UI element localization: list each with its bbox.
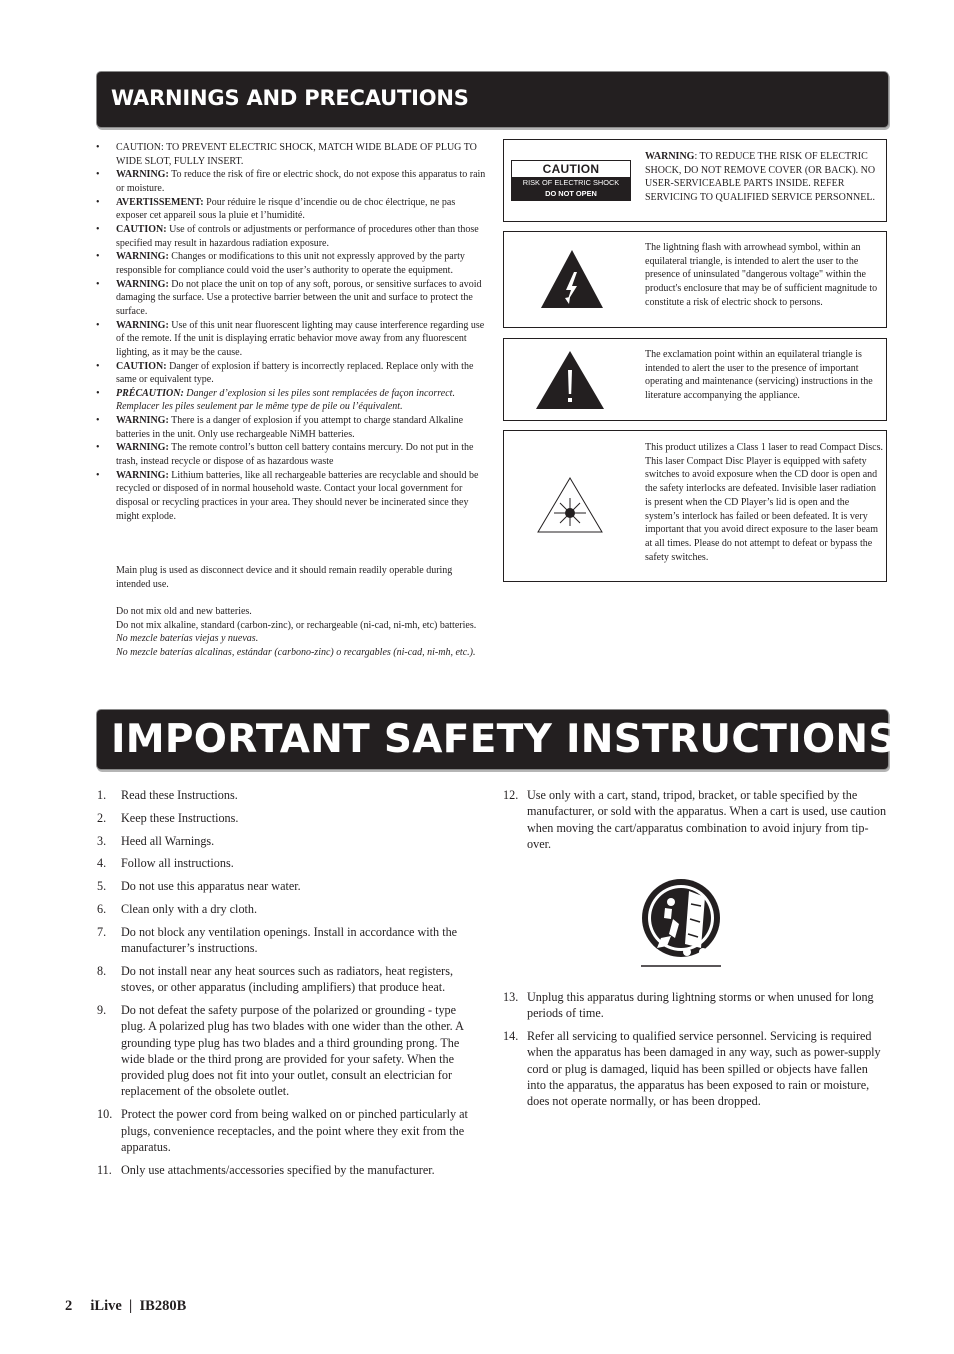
warning-lead: WARNING: [116,319,169,331]
footer-brand: iLive [90,1298,122,1314]
warning-body: CAUTION: TO PREVENT ELECTRIC SHOCK, MATCH WIDE BLADE OF PLUG TO WIDE SLOT, FULLY INSERT. [116,142,477,167]
warning-body: Do not place the unit on top of any soft, porous, or sensitive surfaces to avoid damaging the surface. Use a protective barrier between the unit and surface to protect the surface. [116,278,482,317]
warning-item [96,360,488,387]
instruction-text: Do not install near any heat sources such as radiators, heat registers, stoves, or other apparatus (including amplifiers) that produce heat. [121,963,454,995]
instruction-item [97,924,479,957]
warning-item [96,319,488,360]
warning-text [116,223,488,250]
main-plug-note: Main plug is used as disconnect device and it should remain readily operable during intended use. [116,565,453,590]
laser-warning-icon [536,476,604,534]
instruction-item [97,963,479,996]
warning-body: There is a danger of explosion if you attempt to charge standard Alkaline batteries in the unit. Only use rechargeable NiMH batteries. [116,415,464,440]
lightning-symbol-text: The lightning flash with arrowhead symbol, within an equilateral triangle, is intended to alert the user to the presence of uninsulated "dangerous voltage" within the product's enclosure that may be of sufficient magnitude to constitute a risk of electric shock to persons. [645,242,878,308]
bullet: • [96,142,100,153]
warning-lead: CAUTION: [116,223,167,235]
instruction-number: 6. [97,901,107,916]
instruction-number: 8. [97,963,107,978]
exclamation-symbol-text: The exclamation point within an equilateral triangle is intended to alert the user to the presence of important operating and maintenance (servicing) instructions in the literature accompanying the appliance. [645,349,873,402]
safety-heading-banner [97,710,897,769]
warning-body: To reduce the risk of fire or electric shock, do not expose this apparatus to rain or moisture. [116,169,486,194]
warning-lead: CAUTION: [116,360,167,372]
warning-body: Danger d’explosion si les piles sont remplacées de façon incorrect. Remplacer les piles seulement par le même type de pile ou l’équivalent. [116,387,455,413]
instruction-text: Heed all Warnings. [121,833,215,848]
instruction-item [97,1162,479,1178]
instruction-text: Clean only with a dry cloth. [121,901,258,916]
caution-warning-text [645,150,885,205]
battery-note-spanish-old-new: No mezcle baterías viejas y nuevas. [116,633,259,645]
warning-item [96,441,488,468]
warning-body: Use of controls or adjustments or performance of procedures other than those specified may result in hazardous radiation exposure. [116,223,479,249]
page-footer [65,1298,186,1315]
lightning-triangle-icon [539,248,605,310]
warning-lead: WARNING: [116,442,169,454]
exclamation-symbol-box [503,338,887,421]
footer-separator: | [129,1298,133,1314]
instruction-item [97,1002,479,1100]
warnings-heading: WARNINGS AND PRECAUTIONS [111,86,469,110]
instructions-list-left [97,787,479,1184]
warning-body: The remote control’s button cell battery contains mercury. Do not put in the trash, instead recycle or dispose of as hazardous waste [116,442,474,468]
instruction-text: Use only with a cart, stand, tripod, bracket, or table specified by the manufacturer, or sold with the apparatus. When a cart is used, use caution when moving the cart/apparatus combination to avoid injury from tip-over. [527,788,887,851]
warning-text [116,387,488,414]
warning-lead: PRÉCAUTION: [116,387,184,399]
bullet: • [96,469,100,481]
warning-lead: WARNING: [116,278,169,290]
caution-label-line2: DO NOT OPEN [545,188,597,198]
warning-item [96,168,488,195]
warning-text [116,141,488,168]
warnings-list [96,141,488,523]
warning-lead: WARNING: [116,169,169,181]
warning-text [116,360,488,387]
instruction-text: Refer all servicing to qualified service personnel. Servicing is required when the apparatus has been damaged in any way, such as power-supply cord or plug is damaged, liquid has been spilled or objects have fallen into the apparatus, the apparatus has been exposed to rain or moisture, does not operate normally, or has been dropped. [527,1029,881,1109]
instruction-number: 5. [97,879,107,894]
warning-body: Pour réduire le risque d’incendie ou de choc électrique, ne pas exposer cet appareil sous la pluie et l’humidité. [116,196,456,222]
warning-body: Changes or modifications to this unit not expressly approved by the party responsible for compliance could void the user’s authority to operate the equipment. [116,251,465,276]
warning-lead: WARNING: [116,251,169,263]
laser-symbol-text: This product utilizes a Class 1 laser to read Compact Discs. This laser Compact Disc Player is equipped with safety switches to avoid exposure when the CD door is open and the safety interlocks are defeated. Invisible laser radiation is present when the CD Player’s lid is open and the system’s interlock has failed or been defeated. It is very important that you avoid direct exposure to the laser beam at all times. Please do not attempt to defeat or bypass the safety switches. [645,442,884,563]
warning-body: Use of this unit near fluorescent lighting may cause interference regarding use of the remote. If the unit is displaying erratic behavior move away from any fluorescent lighting, as it may be the cause. [116,319,485,358]
instructions-list-right-top [503,787,889,859]
bullet: • [96,169,100,181]
instruction-number: 1. [97,788,107,802]
caution-warning-lead: WARNING [645,151,695,162]
instruction-number: 7. [97,924,107,939]
warning-item [96,223,488,250]
warning-lead: WARNING: [116,415,169,427]
caution-label-icon [511,160,631,201]
warning-lead: AVERTISSEMENT: [116,196,204,208]
lightning-symbol-box [503,231,887,328]
caution-label-title: CAUTION [512,161,630,177]
instruction-text: Keep these Instructions. [121,810,239,825]
warning-item [96,196,488,223]
warning-text [116,168,488,195]
bullet: • [96,360,100,372]
instruction-item [97,787,479,803]
caution-warning-box [503,139,887,222]
warning-item [96,469,488,524]
instruction-item [97,855,479,871]
warning-text [116,278,488,319]
instruction-number: 10. [97,1107,113,1122]
warning-body: Danger of explosion if battery is incorrectly replaced. Replace only with the same or equivalent type. [116,360,474,386]
instruction-item [97,810,479,826]
instruction-number: 4. [97,856,107,871]
instruction-text: Only use attachments/accessories specified by the manufacturer. [121,1162,435,1177]
warnings-notes [116,564,486,660]
footer-model: IB280B [139,1298,187,1314]
battery-note-types: Do not mix alkaline, standard (carbon-zinc), or rechargeable (ni-cad, ni-mh, etc) batteries. [116,619,477,631]
battery-note-spanish-types: No mezcle baterías alcalinas, estándar (carbono-zinc) o recargables (ni-cad, ni-mh, etc.). [116,646,476,658]
warning-lead: WARNING: [116,469,169,481]
warnings-heading-banner [97,72,888,127]
instruction-item [503,787,889,852]
instruction-number: 11. [97,1162,112,1177]
bullet: • [96,278,100,290]
instruction-item [503,989,889,1022]
instruction-item [97,1106,479,1155]
battery-note-old-new: Do not mix old and new batteries. [116,605,252,617]
instruction-item [503,1028,889,1109]
warning-text [116,319,488,360]
instruction-number: 3. [97,833,107,848]
bullet: • [96,196,100,208]
bullet: • [96,442,100,454]
warning-item [96,387,488,414]
instruction-text: Unplug this apparatus during lightning storms or when unused for long periods of time. [527,990,874,1021]
instruction-text: Do not use this apparatus near water. [121,879,301,894]
bullet: • [96,223,100,235]
instruction-text: Follow all instructions. [121,856,234,871]
instruction-item [97,901,479,917]
caution-warning-body: : TO REDUCE THE RISK OF ELECTRIC SHOCK, DO NOT REMOVE COVER (OR BACK). NO USER-SERVICEABLE PARTS INSIDE. REFER SERVICING TO QUALIFIED SERVICE PERSONNEL. [645,151,876,204]
instruction-number: 9. [97,1002,107,1017]
bullet: • [96,415,100,427]
bullet: • [96,251,100,263]
laser-symbol-box [503,430,887,582]
warning-body: Lithium batteries, like all rechargeable batteries are recyclable and should be recycled or disposed of in normal household waste. Contact your local government for disposal or recycling practices in your area. They should never be incinerated since they might explode. [116,469,479,522]
instruction-text: Do not defeat the safety purpose of the polarized or grounding - type plug. A polarized plug has two blades with one wider than the other. A grounding type plug has two blades and a third grounding prong. The wide blade or the third prong are provided for your safety. When the provided plug does not fit into your outlet, consult an electrician for replacement of the obsolete outlet. [121,1002,464,1099]
cart-tip-over-icon [641,864,721,972]
instruction-item [97,878,479,894]
instruction-text: Do not block any ventilation openings. Install in accordance with the manufacturer’s instructions. [121,924,458,956]
instruction-number: 12. [503,788,519,802]
warning-text [116,414,488,441]
instruction-text: Protect the power cord from being walked on or pinched particularly at plugs, convenience receptacles, and the point where they exit from the apparatus. [121,1107,468,1154]
instruction-item [97,833,479,849]
instruction-number: 2. [97,810,107,825]
instruction-number: 14. [503,1029,519,1044]
warning-item [96,141,488,168]
instruction-text: Read these Instructions. [121,788,238,802]
bullet: • [96,319,100,331]
warning-text [116,196,488,223]
warning-item [96,250,488,277]
warning-item [96,278,488,319]
instructions-list-right-bottom [503,989,889,1116]
warning-text [116,441,488,468]
exclamation-triangle-icon [535,350,605,410]
warning-text [116,250,488,277]
warning-item [96,414,488,441]
safety-heading: IMPORTANT SAFETY INSTRUCTIONS [111,717,897,762]
warning-text [116,469,488,524]
page-number: 2 [65,1298,73,1314]
bullet: • [96,387,100,399]
instruction-number: 13. [503,990,519,1004]
caution-label-line1: RISK OF ELECTRIC SHOCK [522,178,620,187]
